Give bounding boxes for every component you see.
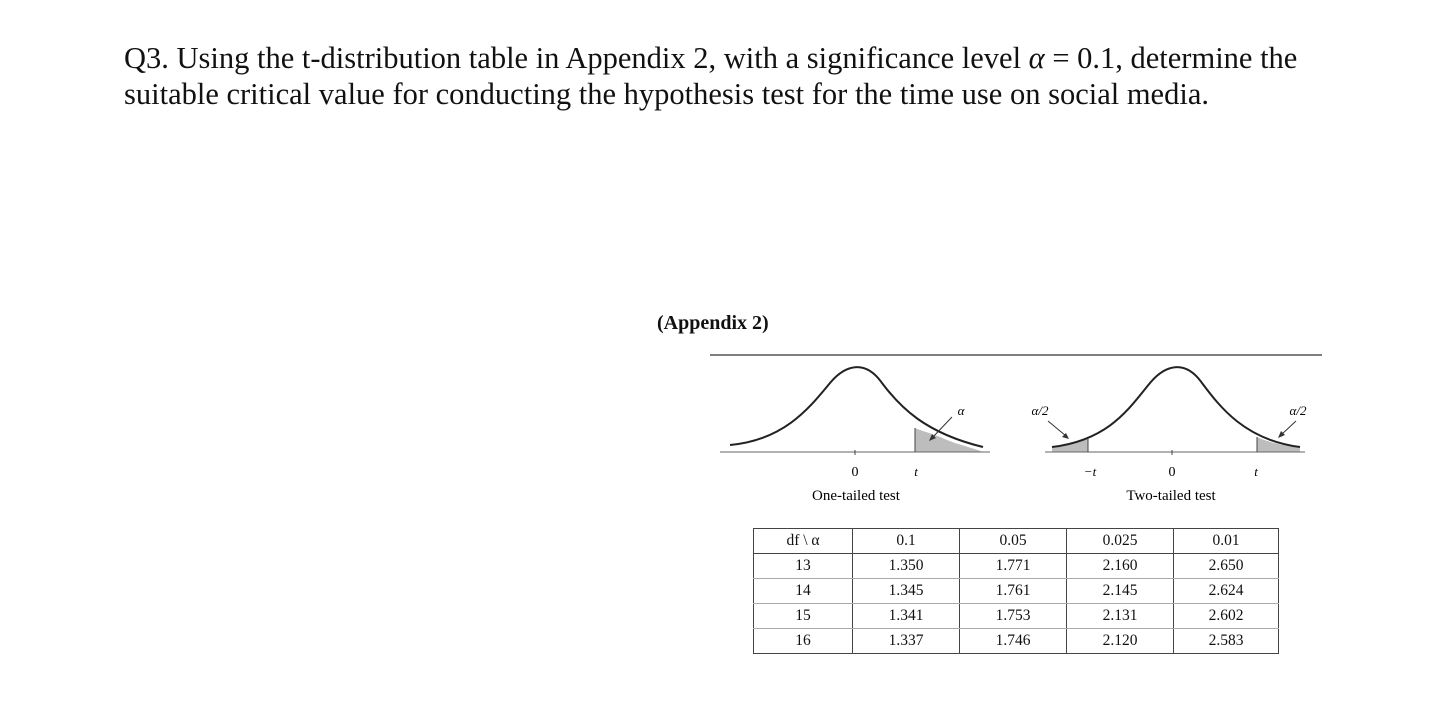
- value-cell: 1.753: [960, 604, 1067, 629]
- df-cell: 15: [754, 604, 853, 629]
- two-tailed-tick-zero: 0: [1168, 465, 1176, 480]
- two-tailed-diagram: [1032, 367, 1307, 504]
- df-cell: 16: [754, 629, 853, 654]
- value-cell: 1.345: [853, 579, 960, 604]
- header-cell: 0.01: [1174, 529, 1279, 554]
- one-tailed-caption: One-tailed test: [812, 488, 900, 504]
- two-tailed-right-area-label: α/2: [1289, 403, 1307, 418]
- one-tailed-curve: [730, 367, 983, 447]
- two-tailed-curve: [1052, 367, 1300, 447]
- df-cell: 14: [754, 579, 853, 604]
- two-tailed-right-shaded-area: [1257, 437, 1300, 452]
- one-tailed-diagram: [720, 367, 990, 504]
- df-cell: 13: [754, 554, 853, 579]
- header-cell: 0.025: [1067, 529, 1174, 554]
- table-header-row: [754, 529, 1279, 554]
- two-tailed-left-area-label: α/2: [1031, 403, 1049, 418]
- question-part2: = 0.1, determine the suitable critical value for conducting the hypothesis test for the time use on social media.: [124, 41, 1298, 111]
- value-cell: 2.120: [1067, 629, 1174, 654]
- one-tailed-arrow-line: [932, 417, 952, 438]
- value-cell: 1.771: [960, 554, 1067, 579]
- value-cell: 1.350: [853, 554, 960, 579]
- question-part1: Q3. Using the t-distribution table in Appendix 2, with a significance level: [124, 41, 1029, 75]
- two-tailed-tick-t: t: [1254, 464, 1258, 479]
- value-cell: 2.160: [1067, 554, 1174, 579]
- value-cell: 1.746: [960, 629, 1067, 654]
- header-cell-df-alpha: df \ α: [754, 529, 853, 554]
- value-cell: 1.341: [853, 604, 960, 629]
- two-tailed-right-arrow-line: [1281, 421, 1296, 435]
- value-cell: 1.337: [853, 629, 960, 654]
- appendix-label: (Appendix 2): [657, 312, 769, 334]
- value-cell: 2.131: [1067, 604, 1174, 629]
- value-cell: 2.624: [1174, 579, 1279, 604]
- header-cell: 0.05: [960, 529, 1067, 554]
- value-cell: 1.761: [960, 579, 1067, 604]
- header-cell: 0.1: [853, 529, 960, 554]
- t-distribution-figure: [700, 345, 1325, 510]
- alpha-symbol: α: [1028, 41, 1045, 75]
- two-tailed-tick-neg-t: −t: [1083, 464, 1097, 479]
- one-tailed-area-label: α: [957, 403, 965, 418]
- t-distribution-table: [753, 528, 1279, 654]
- one-tailed-tick-t: t: [914, 464, 918, 479]
- value-cell: 2.145: [1067, 579, 1174, 604]
- two-tailed-caption: Two-tailed test: [1126, 488, 1216, 504]
- two-tailed-left-arrow-line: [1048, 421, 1066, 436]
- one-tailed-shaded-area: [915, 428, 983, 452]
- one-tailed-tick-zero: 0: [851, 465, 859, 480]
- table-row: [754, 579, 1279, 604]
- table-row: [754, 629, 1279, 654]
- table-row: [754, 604, 1279, 629]
- question-text: [124, 40, 1384, 112]
- table-row: [754, 554, 1279, 579]
- value-cell: 2.650: [1174, 554, 1279, 579]
- value-cell: 2.602: [1174, 604, 1279, 629]
- value-cell: 2.583: [1174, 629, 1279, 654]
